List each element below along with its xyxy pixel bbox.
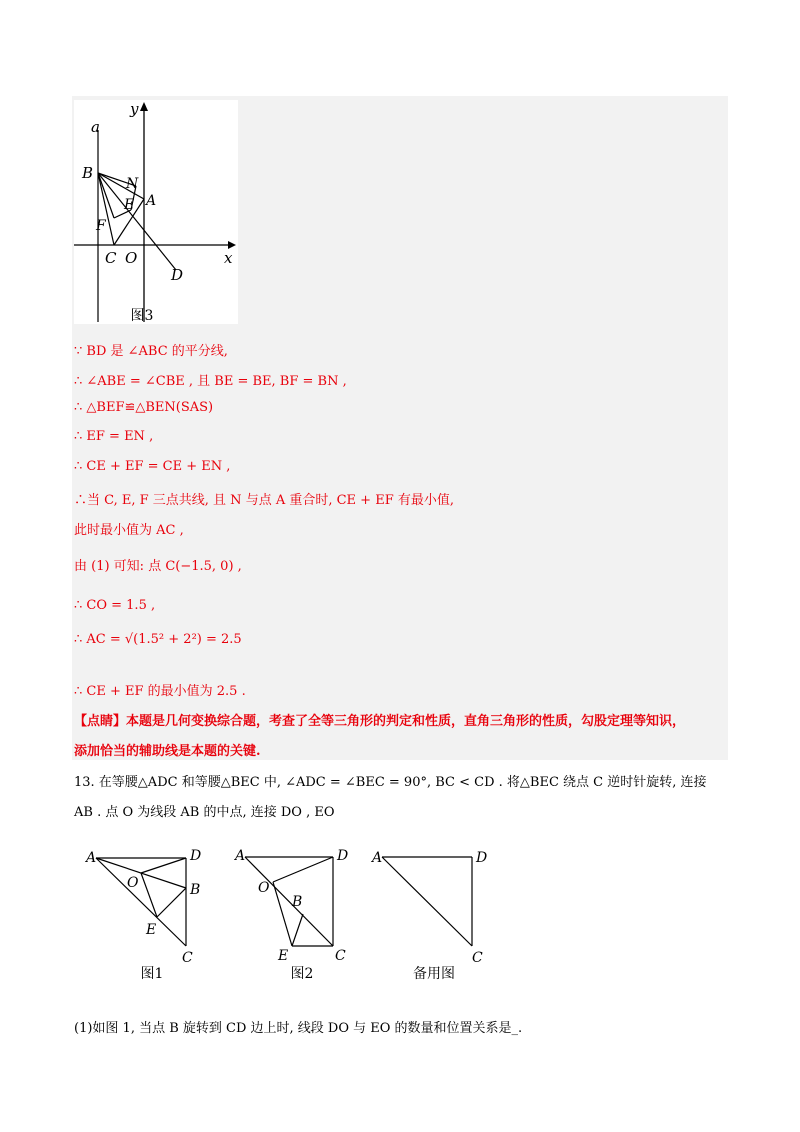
q13-fig2-label-C: C <box>335 948 346 964</box>
fig3-label-D: D <box>171 266 184 284</box>
fig3-label-C: C <box>105 249 117 267</box>
solution-line-4: ∴ EF = EN , <box>74 429 154 444</box>
q13-fig1-label-E: E <box>146 922 157 938</box>
q13-fig1-label-O: O <box>127 875 139 891</box>
comment-line-2: 添加恰当的辅助线是本题的关键. <box>74 744 261 759</box>
q13-fig1-label-D: D <box>190 848 202 864</box>
q13-fig1-label-C: C <box>182 950 193 966</box>
fig3-label-O: O <box>125 249 138 267</box>
q13-figure-2 <box>233 848 348 982</box>
q13-fig1-caption: 图1 <box>140 966 164 982</box>
q13-fig2-label-O: O <box>258 880 270 896</box>
comment-tag: 【点睛】 <box>74 714 127 729</box>
fig3-label-N: N <box>126 176 139 192</box>
solution-line-9: ∴ CO = 1.5 , <box>74 598 156 613</box>
solution-line-5: ∴ CE + EF = CE + EN , <box>74 459 231 474</box>
fig3-label-B: B <box>82 164 94 182</box>
q13-fig2-label-B: B <box>292 894 303 910</box>
q13-fig3-label-A: A <box>372 850 383 866</box>
q13-fig1-label-A: A <box>86 850 97 866</box>
q13-fig3-caption: 备用图 <box>413 966 455 982</box>
q13-fig2-label-A: A <box>235 848 246 864</box>
fig3-label-F: F <box>96 218 106 234</box>
figure-3 <box>74 100 238 324</box>
q13-fig1-label-B: B <box>190 882 201 898</box>
q13-fig2-label-D: D <box>337 848 349 864</box>
comment-line-1 <box>74 710 685 729</box>
q13-fig2-caption: 图2 <box>290 966 314 982</box>
solution-line-10: ∴ AC = √(1.5² + 2²) = 2.5 <box>74 632 242 647</box>
fig3-label-x: x <box>224 249 233 267</box>
question-13-part-1: (1)如图 1, 当点 B 旋转到 CD 边上时, 线段 DO 与 EO 的数量和位置关系是_. <box>74 1021 523 1036</box>
q13-figure-spare <box>370 850 487 982</box>
solution-line-3: ∴ △BEF≌△BEN(SAS) <box>74 400 214 415</box>
fig3-caption: 图3 <box>130 308 154 324</box>
q13-fig3-label-D: D <box>476 850 488 866</box>
solution-line-8: 由 (1) 可知: 点 C(−1.5, 0) , <box>74 559 242 574</box>
question-13-line-1: 13. 在等腰△ADC 和等腰△BEC 中, ∠ADC = ∠BEC = 90°, BC < CD . 将△BEC 绕点 C 逆时针旋转, 连接 <box>74 775 707 790</box>
solution-line-2: ∴ ∠ABE = ∠CBE , 且 BE = BE, BF = BN , <box>74 374 347 389</box>
fig3-label-A: A <box>146 193 157 209</box>
q13-fig3-label-C: C <box>472 950 483 966</box>
fig3-label-a: a <box>91 118 100 136</box>
solution-line-6: ∴当 C, E, F 三点共线, 且 N 与点 A 重合时, CE + EF 有最小值, <box>74 493 454 508</box>
q13-fig2-label-E: E <box>278 948 289 964</box>
solution-line-11: ∴ CE + EF 的最小值为 2.5 . <box>74 684 246 699</box>
fig3-label-y: y <box>130 100 139 118</box>
question-13-line-2: AB . 点 O 为线段 AB 的中点, 连接 DO , EO <box>74 805 335 820</box>
solution-line-7: 此时最小值为 AC , <box>74 523 184 538</box>
fig3-label-E: E <box>124 197 135 213</box>
solution-line-1: ∵ BD 是 ∠ABC 的平分线, <box>74 344 228 359</box>
question-13-figures <box>80 840 500 990</box>
q13-figure-1 <box>84 848 201 982</box>
comment-text-1: 本题是几何变换综合题，考查了全等三角形的判定和性质，直角三角形的性质，勾股定理等知识， <box>126 714 686 729</box>
figure-3-diagram <box>74 100 238 324</box>
